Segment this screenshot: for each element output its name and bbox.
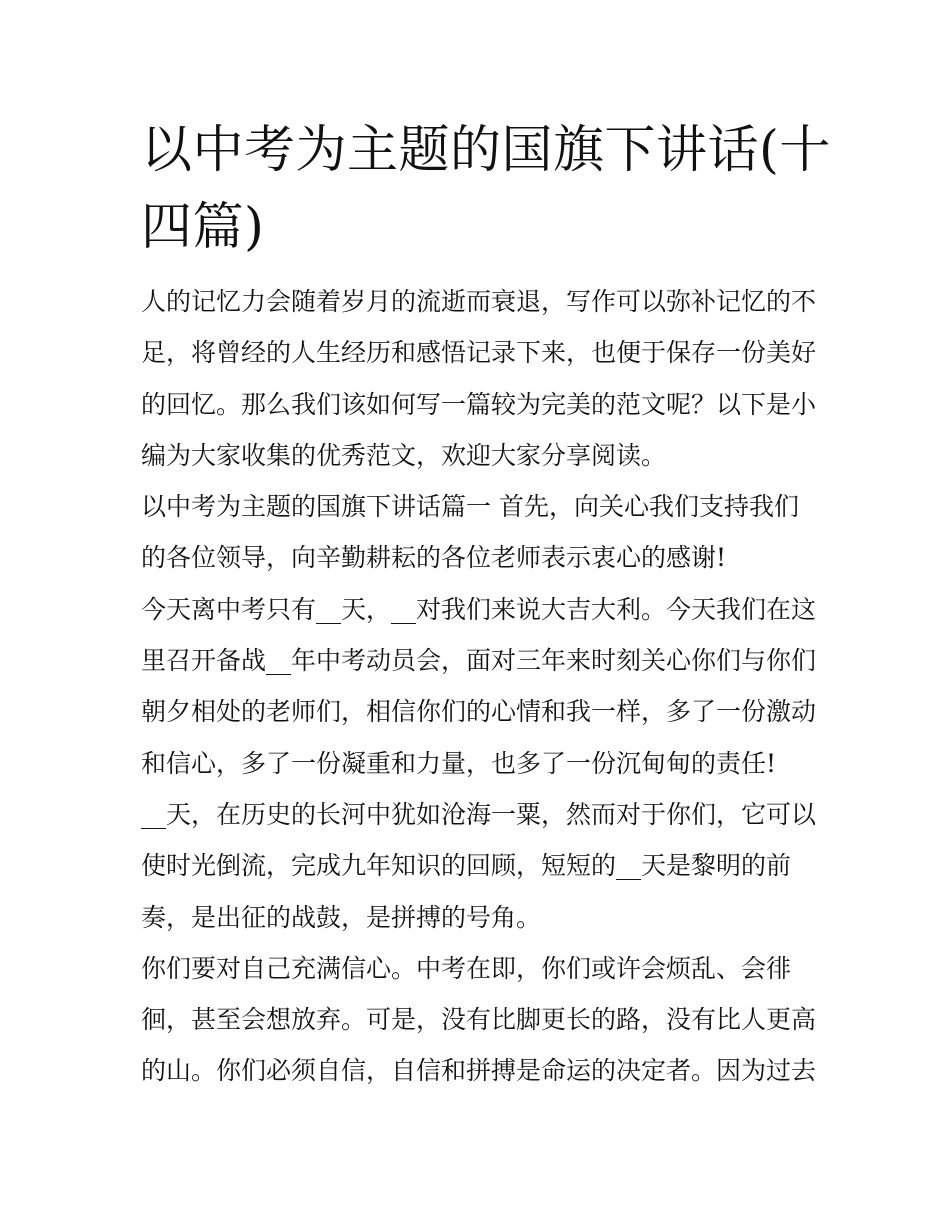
text-line: 使时光倒流，完成九年知识的回顾，短短的__天是黎明的前 [141,851,792,881]
text-line: 今天离中考只有__天，__对我们来说大吉大利。今天我们在这 [141,594,817,624]
paragraph-countdown [141,584,817,789]
text-line: 的回忆。那么我们该如何写一篇较为完美的范文呢？以下是小 [141,389,817,419]
text-line: 足，将曾经的人生经历和感悟记录下来，也便于保存一份美好 [141,338,817,368]
title-line: 四篇) [141,198,265,257]
paragraph-speech-opening [141,481,813,584]
paragraph-history [141,789,817,943]
paragraph-confidence [141,943,817,1097]
text-line: 徊，甚至会想放弃。可是，没有比脚更长的路，没有比人更高 [141,1005,817,1035]
text-line: 的山。你们必须自信，自信和拼搏是命运的决定者。因为过去 [141,1056,817,1086]
document-body [141,276,817,1097]
title-line: 以中考为主题的国旗下讲话(十 [141,121,831,180]
text-line: 你们要对自己充满信心。中考在即，你们或许会烦乱、会徘 [141,953,792,983]
text-line: 以中考为主题的国旗下讲话篇一 首先，向关心我们支持我们 [141,492,799,522]
text-line: 和信心，多了一份凝重和力量，也多了一份沉甸甸的责任! [141,748,777,778]
text-line: 人的记忆力会随着岁月的流逝而衰退，写作可以弥补记忆的不 [141,287,817,316]
paragraph-intro [141,276,817,481]
text-line: 奏，是出征的战鼓，是拼搏的号角。 [141,902,542,932]
text-line: 里召开备战__年中考动员会，面对三年来时刻关心你们与你们 [141,646,817,676]
text-line: 编为大家收集的优秀范文，欢迎大家分享阅读。 [141,440,667,470]
text-line: 的各位领导，向辛勤耕耘的各位老师表示衷心的感谢! [141,543,727,573]
document-title [141,112,831,266]
text-line: __天，在历史的长河中犹如沧海一粟，然而对于你们，它可以 [141,799,817,829]
text-line: 朝夕相处的老师们，相信你们的心情和我一样，多了一份激动 [141,697,817,727]
